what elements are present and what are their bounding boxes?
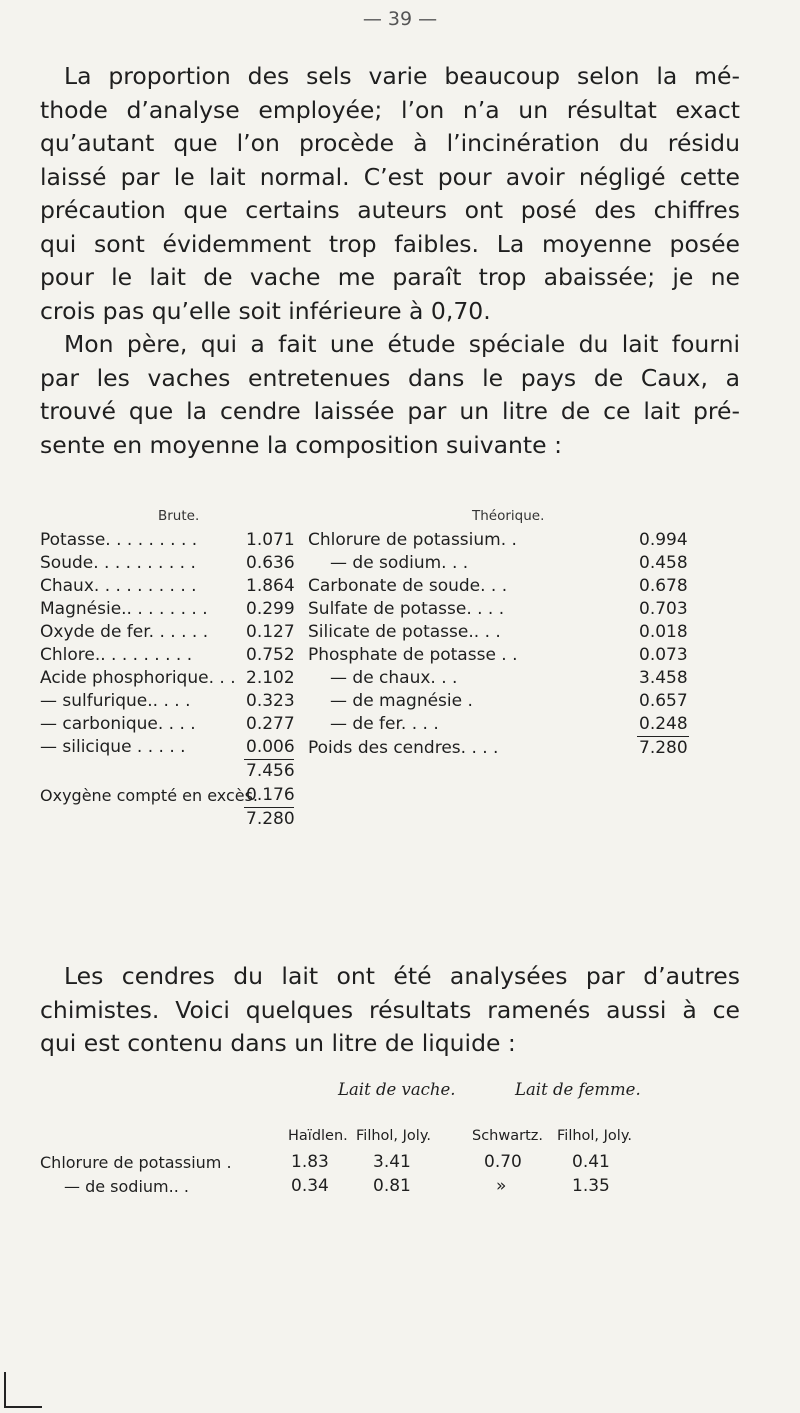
composition-table <box>40 505 760 829</box>
theorique-label: — de chaux. . . <box>330 668 458 688</box>
theorique-row <box>308 621 760 644</box>
theorique-header: Théorique. <box>472 508 545 524</box>
theorique-row <box>308 598 760 621</box>
theorique-value: 0.657 <box>639 691 688 711</box>
theorique-row <box>308 529 760 552</box>
author-header: Filhol, Joly. <box>557 1128 632 1144</box>
results-value: 1.83 <box>291 1152 329 1172</box>
brute-value: 1.071 <box>246 530 295 550</box>
results-row-label: Chlorure de potassium . <box>40 1153 232 1172</box>
results-value: 0.41 <box>572 1152 610 1172</box>
theorique-value: 0.018 <box>639 622 688 642</box>
brute-label: Potasse. . . . . . . . . <box>40 530 198 550</box>
results-value: 0.70 <box>484 1152 522 1172</box>
text-line: laissé par le lait normal. C’est pour avoir négligé cette <box>40 162 740 191</box>
results-value: 0.34 <box>291 1176 329 1196</box>
brute-value: 0.636 <box>246 553 295 573</box>
theorique-label: — de magnésie . <box>330 691 473 711</box>
theorique-row <box>308 644 760 667</box>
brute-label: Chaux. . . . . . . . . . <box>40 576 197 596</box>
group-header-femme: Lait de femme. <box>515 1080 641 1099</box>
brute-header: Brute. <box>158 508 200 524</box>
theorique-row <box>308 552 760 575</box>
brute-label: — silicique . . . . . <box>40 737 186 757</box>
text-line: qui est contenu dans un litre de liquide : <box>40 1029 516 1057</box>
oxygen-label: Oxygène compté en excès. <box>40 786 259 805</box>
theorique-label: — de fer. . . . <box>330 714 439 734</box>
theorique-row <box>308 690 760 713</box>
theorique-value: 3.458 <box>639 668 688 688</box>
results-value: » <box>496 1176 507 1196</box>
brute-value: 0.006 <box>246 737 295 757</box>
results-value: 1.35 <box>572 1176 610 1196</box>
brute-value: 0.323 <box>246 691 295 711</box>
group-header-vache: Lait de vache. <box>338 1080 456 1099</box>
paragraph-2 <box>40 328 740 462</box>
theorique-value: 0.248 <box>639 714 688 734</box>
results-table <box>40 1080 760 1210</box>
theorique-total: 7.280 <box>639 738 688 758</box>
theorique-row <box>308 667 760 690</box>
theorique-label: Chlorure de potassium. . <box>308 530 517 550</box>
author-header: Filhol, Joly. <box>356 1128 431 1144</box>
brute-label: Soude. . . . . . . . . . <box>40 553 196 573</box>
brute-value: 0.299 <box>246 599 295 619</box>
scan-corner-mark <box>4 1372 6 1408</box>
text-line: crois pas qu’elle soit inférieure à 0,70. <box>40 296 491 325</box>
brute-value: 0.277 <box>246 714 295 734</box>
text-line: pour le lait de vache me paraît trop abaissée; je ne <box>40 263 740 291</box>
theorique-value: 0.678 <box>639 576 688 596</box>
brute-label: Oxyde de fer. . . . . . <box>40 622 209 642</box>
text-line: qu’autant que l’on procède à l’incinération du résidu <box>40 129 740 157</box>
theorique-label: — de sodium. . . <box>330 553 469 573</box>
author-header: Schwartz. <box>472 1128 543 1144</box>
theorique-row <box>308 713 760 736</box>
theorique-value: 0.703 <box>639 599 688 619</box>
theorique-value: 0.994 <box>639 530 688 550</box>
scan-corner-mark <box>4 1406 42 1408</box>
brute-subtotal: 7.456 <box>246 761 295 781</box>
theorique-label: Carbonate de soude. . . <box>308 576 508 596</box>
brute-label: — sulfurique.. . . . <box>40 691 191 711</box>
theorique-label: Silicate de potasse.. . . <box>308 622 501 642</box>
theorique-row <box>308 575 760 598</box>
text-line: La proportion des sels varie beaucoup selon la mé- <box>64 62 740 90</box>
results-value: 0.81 <box>373 1176 411 1196</box>
brute-value: 0.127 <box>246 622 295 642</box>
brute-value: 1.864 <box>246 576 295 596</box>
author-header: Haïdlen. <box>288 1128 348 1144</box>
text-line: sente en moyenne la composition suivante : <box>40 430 562 459</box>
text-line: Mon père, qui a fait une étude spéciale du lait fourni <box>64 330 740 358</box>
brute-total: 7.280 <box>246 809 295 829</box>
results-value: 3.41 <box>373 1152 411 1172</box>
oxygen-value: 0.176 <box>246 785 295 805</box>
theorique-total-label: Poids des cendres. . . . <box>308 738 499 758</box>
page-number: — 39 — <box>362 8 438 30</box>
paragraph-1 <box>40 60 740 328</box>
theorique-label: Phosphate de potasse . . <box>308 645 518 665</box>
text-line: précaution que certains auteurs ont posé des chiffres <box>40 196 740 224</box>
theorique-value: 0.073 <box>639 645 688 665</box>
text-line: thode d’analyse employée; l’on n’a un résultat exact <box>40 95 740 124</box>
results-row-label: — de sodium.. . <box>64 1177 189 1196</box>
text-line: Les cendres du lait ont été analysées par d’autres <box>64 962 740 990</box>
brute-label: Chlore.. . . . . . . . . <box>40 645 193 665</box>
paragraph-3 <box>40 960 740 1061</box>
brute-value: 2.102 <box>246 668 295 688</box>
text-line: chimistes. Voici quelques résultats ramenés aussi à ce <box>40 995 740 1024</box>
text-line: par les vaches entretenues dans le pays de Caux, a <box>40 363 740 392</box>
brute-value: 0.752 <box>246 645 295 665</box>
theorique-value: 0.458 <box>639 553 688 573</box>
brute-label: Acide phosphorique. . . <box>40 668 236 688</box>
text-line: trouvé que la cendre laissée par un litre de ce lait pré- <box>40 397 740 425</box>
theorique-label: Sulfate de potasse. . . . <box>308 599 505 619</box>
text-line: qui sont évidemment trop faibles. La moyenne posée <box>40 229 740 258</box>
brute-label: Magnésie.. . . . . . . . <box>40 599 208 619</box>
brute-label: — carbonique. . . . <box>40 714 196 734</box>
